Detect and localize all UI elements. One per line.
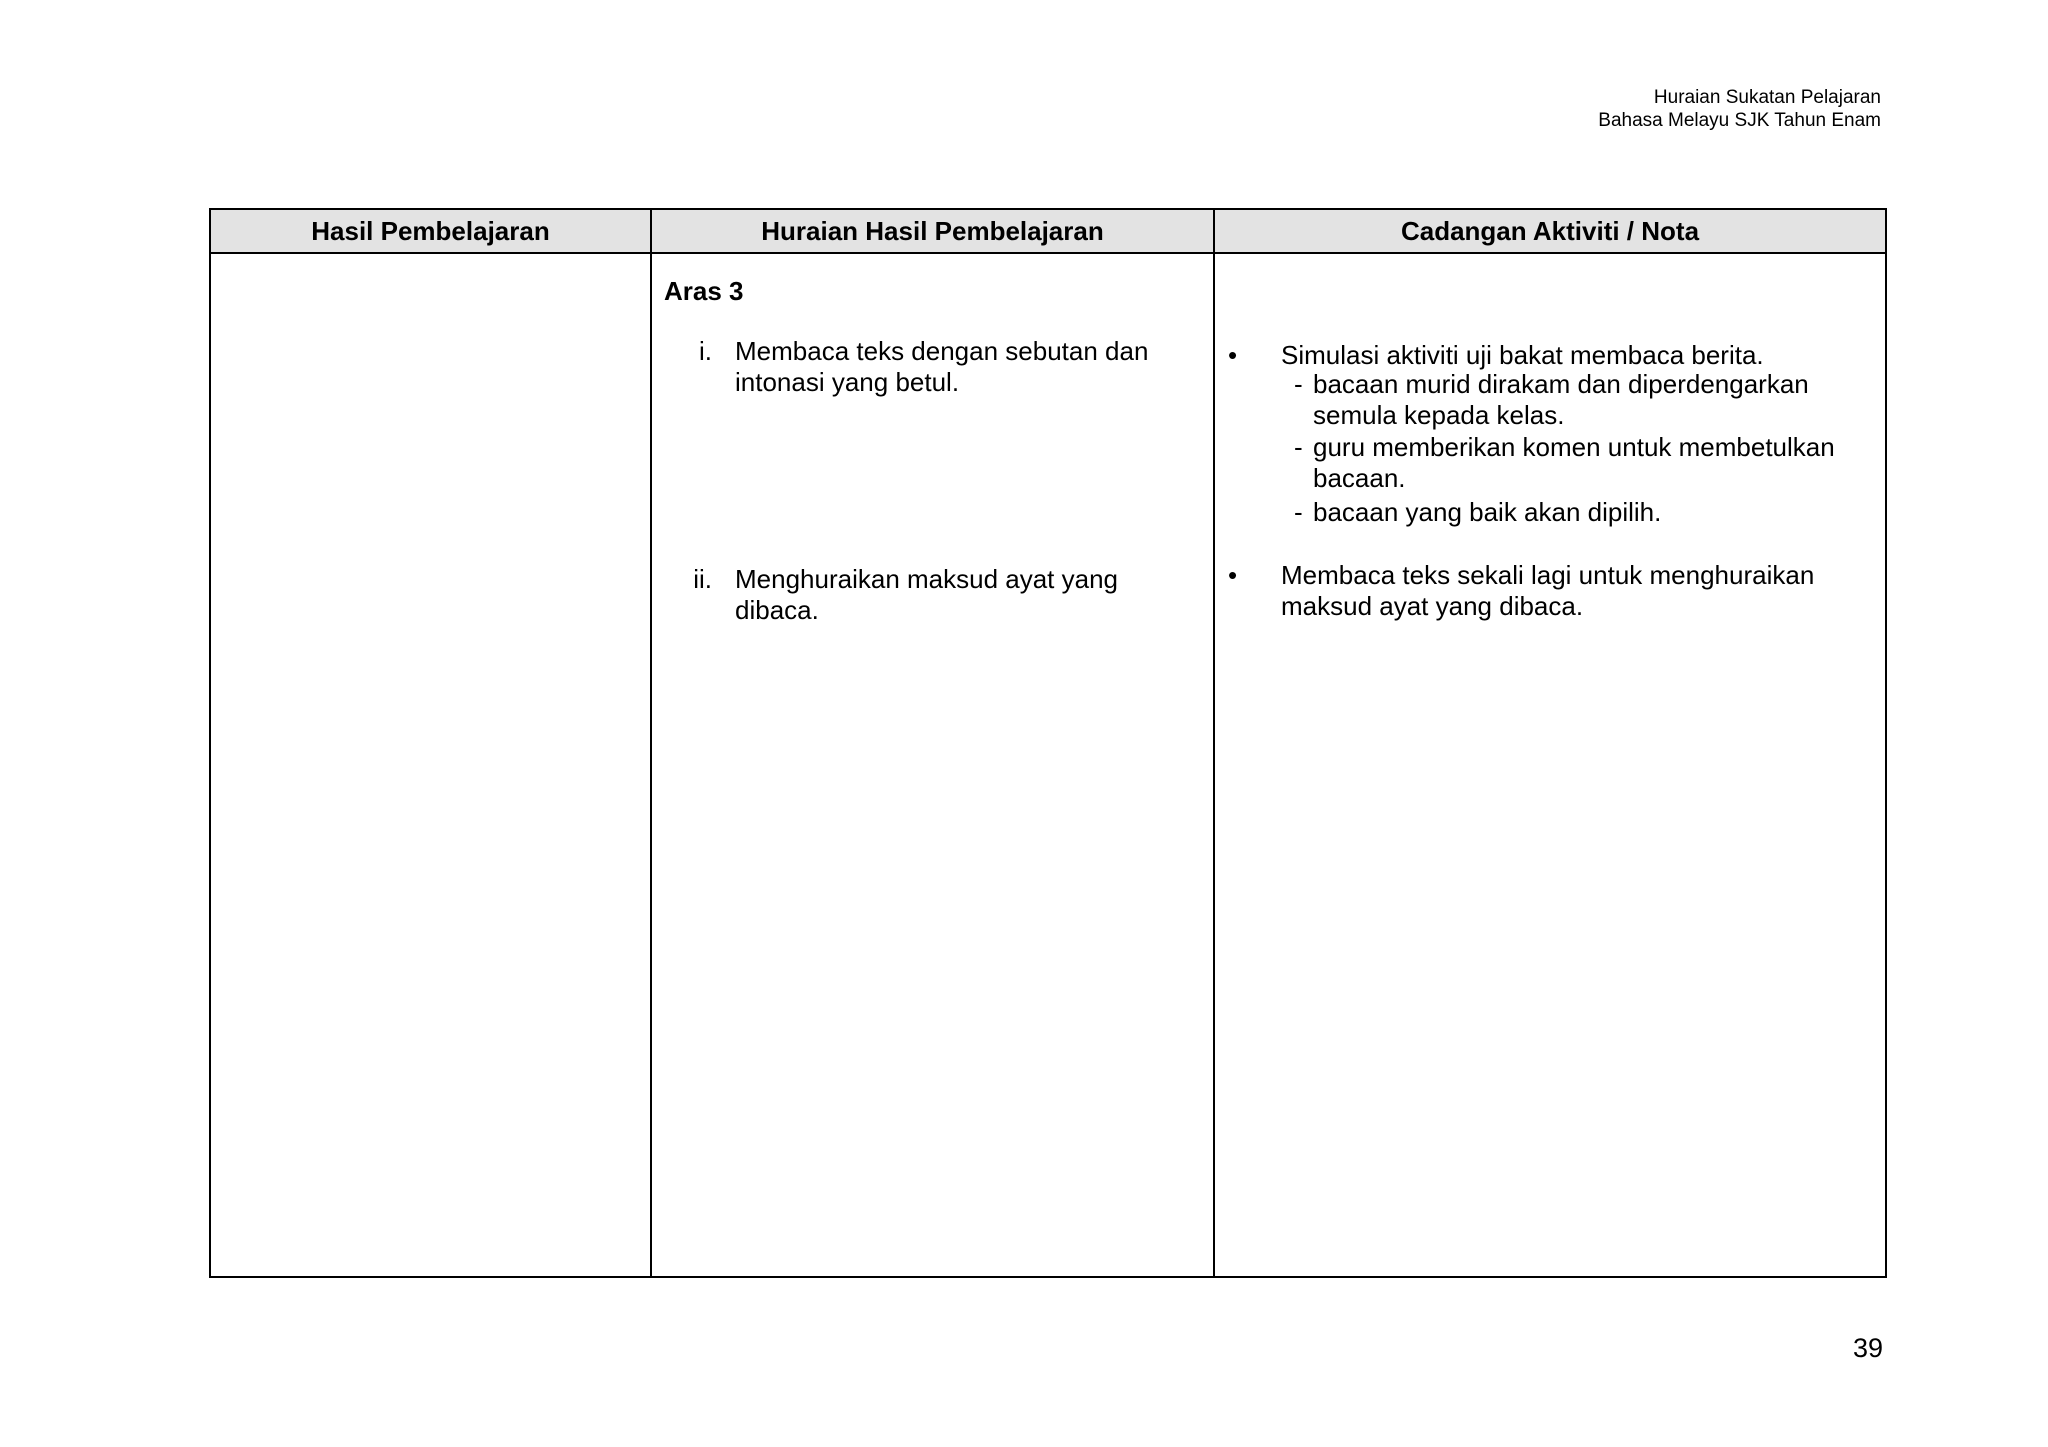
subitem-3-line-1: bacaan yang baik akan dipilih. (1313, 497, 1662, 527)
outcome-2-line-2: dibaca. (735, 595, 819, 625)
outcome-1-line-2: intonasi yang betul. (735, 367, 960, 397)
outcome-number-2: ii. (693, 564, 712, 594)
running-header (1598, 86, 1881, 132)
subitem-1-line-1: bacaan murid dirakam dan diperdengarkan (1313, 369, 1809, 399)
column-header-suggested-activity: Cadangan Aktiviti / Nota (1214, 209, 1886, 253)
header-line-1: Huraian Sukatan Pelajaran (1653, 87, 1881, 108)
bullet-2: • (1228, 560, 1238, 590)
table-row (210, 253, 1886, 1277)
subitem-3 (1313, 497, 1661, 528)
subitem-2 (1313, 432, 1835, 494)
curriculum-table (209, 208, 1887, 1278)
column-header-learning-outcome: Hasil Pembelajaran (210, 209, 651, 253)
dash-2: - (1294, 432, 1303, 462)
subitem-2-line-2: bacaan. (1313, 463, 1406, 493)
activity-2-line-1: Membaca teks sekali lagi untuk menghuraikan (1281, 560, 1815, 590)
page-number: 39 (1852, 1333, 1883, 1363)
outcome-number-1: i. (699, 336, 712, 366)
dash-3: - (1294, 497, 1303, 527)
outcome-text-1 (735, 336, 1148, 398)
column-header-outcome-description: Huraian Hasil Pembelajaran (651, 209, 1214, 253)
outcome-text-2 (735, 564, 1118, 626)
outcome-2-line-1: Menghuraikan maksud ayat yang (735, 564, 1119, 594)
activity-2-text (1281, 560, 1814, 622)
learning-outcome-cell (210, 253, 651, 1277)
bullet-1: • (1228, 340, 1238, 370)
header-line-2: Bahasa Melayu SJK Tahun Enam (1598, 110, 1881, 131)
subitem-1 (1313, 369, 1809, 431)
subitem-1-line-2: semula kepada kelas. (1313, 400, 1565, 430)
activity-2-line-2: maksud ayat yang dibaca. (1281, 591, 1584, 621)
outcome-description-cell (651, 253, 1214, 1277)
subitem-2-line-1: guru memberikan komen untuk membetulkan (1313, 432, 1835, 462)
outcome-1-line-1: Membaca teks dengan sebutan dan (735, 336, 1149, 366)
suggested-activity-cell (1214, 253, 1886, 1277)
dash-1: - (1294, 369, 1303, 399)
level-label: Aras 3 (664, 276, 744, 306)
activity-1-text: Simulasi aktiviti uji bakat membaca berita. (1281, 340, 1764, 370)
table-header-row (210, 209, 1886, 253)
